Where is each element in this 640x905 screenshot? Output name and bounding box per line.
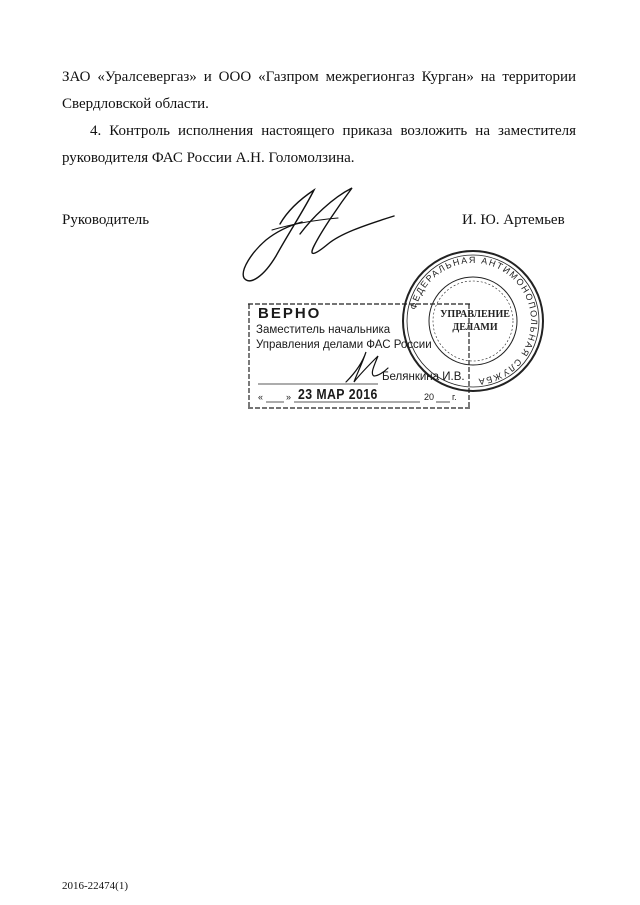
- seal-center-line1: УПРАВЛЕНИЕ: [440, 309, 510, 320]
- handwritten-signature: [232, 182, 397, 287]
- paragraph-continuation: [62, 64, 576, 118]
- stamp-year-prefix: 20: [424, 392, 435, 402]
- stamp-quote-open: «: [258, 392, 264, 402]
- stamp-signer-name: Белянкина И.В.: [382, 371, 465, 383]
- stamp-position-line1: Заместитель начальника: [256, 324, 391, 336]
- document-number: 2016-22474(1): [62, 880, 128, 892]
- paragraph-line: Свердловской области.: [62, 96, 209, 112]
- paragraph-line: 4. Контроль исполнения настоящего приказа возложить на заместителя: [90, 123, 576, 139]
- stamp-year-suffix: г.: [452, 392, 457, 402]
- seal-center-line2: ДЕЛАМИ: [452, 322, 498, 333]
- paragraph-line: ЗАО «Уралсевергаз» и ООО «Газпром межрегионгаз Курган» на территории: [62, 69, 576, 85]
- signatory-name: И. Ю. Артемьев: [462, 212, 565, 228]
- stamp-quote-close: »: [286, 392, 292, 402]
- paragraph-item-4: [62, 118, 576, 172]
- certification-stamp: [248, 302, 470, 410]
- signatory-role: Руководитель: [62, 212, 150, 228]
- seal-outer-text: ФЕДЕРАЛЬНАЯ АНТИМОНОПОЛЬНАЯ СЛУЖБА: [408, 254, 540, 387]
- stamp-title: ВЕРНО: [258, 305, 322, 322]
- paragraph-line: руководителя ФАС России А.Н. Голомолзина.: [62, 150, 355, 166]
- stamp-position-line2: Управления делами ФАС России: [256, 339, 432, 351]
- stamp-date: 23 МАР 2016: [298, 386, 378, 403]
